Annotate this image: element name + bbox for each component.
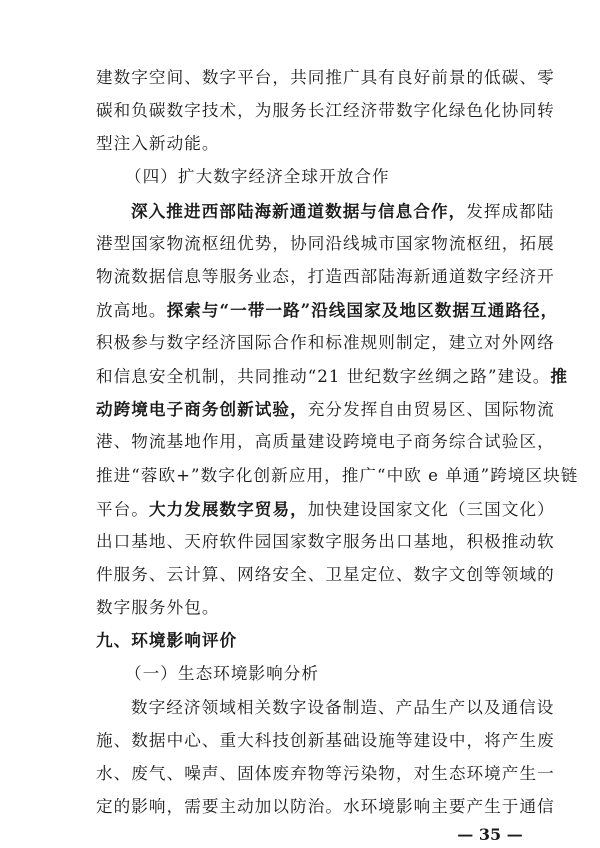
text-run: （一）生态环境影响分析: [125, 664, 320, 683]
text-run: 水、废气、噪声、固体废弃物等污染物，对生态环境产生一: [96, 764, 555, 783]
subsection-heading: [125, 664, 545, 684]
text-line: [96, 432, 555, 452]
section-heading: [96, 631, 516, 651]
subsection-heading: [125, 167, 545, 187]
text-run: 数字经济领域相关数字设备制造、产品生产以及通信设: [131, 698, 555, 717]
text-run: 充分发挥自由贸易区、国际物流: [307, 400, 555, 419]
bold-phrase: 探索与“一带一路”沿线国家及地区数据互通路径，: [166, 300, 559, 320]
text-line: [96, 532, 555, 552]
text-line: [96, 234, 555, 254]
text-line: [96, 598, 516, 618]
text-run: 数字服务外包。: [96, 598, 220, 617]
bold-phrase: 深入推进西部陆海新通道数据与信息合作，: [131, 201, 467, 221]
text-run: 加快建设国家文化（三国文化）: [307, 500, 555, 519]
text-line: [96, 300, 559, 321]
text-line: [96, 797, 555, 817]
text-run: 发挥成都陆: [466, 202, 555, 221]
text-line: [96, 134, 516, 154]
text-run: 碳和负碳数字技术，为服务长江经济带数字化绿色化协同转: [96, 101, 555, 120]
text-line: [96, 466, 579, 486]
text-run: 九、环境影响评价: [96, 631, 238, 650]
text-run: 港型国家物流枢纽优势，协同沿线城市国家物流枢纽，拓展: [96, 234, 555, 253]
text-line: [96, 101, 555, 121]
text-line: [96, 731, 555, 751]
text-line: [96, 499, 555, 520]
bold-phrase: 大力发展数字贸易，: [148, 499, 308, 519]
text-line: [96, 764, 555, 784]
text-line: [96, 68, 555, 88]
text-run: 施、数据中心、重大科技创新基础设施等建设中，将产生废: [96, 731, 555, 750]
text-run: 放高地。: [96, 301, 167, 320]
text-line: [131, 698, 555, 718]
text-run: （四）扩大数字经济全球开放合作: [125, 167, 390, 186]
text-line: [96, 399, 555, 420]
text-run: 积极参与数字经济国际合作和标准规则制定，建立对外网络: [96, 333, 555, 352]
text-run: 物流数据信息等服务业态，打造西部陆海新通道数字经济开: [96, 267, 555, 286]
text-run: 定的影响，需要主动加以防治。水环境影响主要产生于通信: [96, 797, 555, 816]
text-run: 和信息安全机制，共同推动“21 世纪数字丝绸之路”建设。: [96, 367, 551, 386]
text-line: [96, 267, 555, 287]
text-line: [96, 366, 569, 387]
page-number: — 35 —: [457, 825, 523, 844]
text-run: 型注入新动能。: [96, 134, 220, 153]
text-run: 港、物流基地作用，高质量建设跨境电子商务综合试验区，: [96, 432, 555, 451]
text-line: [131, 201, 555, 222]
bold-phrase: 动跨境电子商务创新试验，: [96, 399, 308, 419]
bold-phrase: 推: [550, 366, 569, 386]
text-run: 推进“蓉欧+”数字化创新应用，推广“中欧 e 单通”跨境区块链: [96, 466, 579, 485]
text-run: 建数字空间、数字平台，共同推广具有良好前景的低碳、零: [96, 68, 555, 87]
text-line: [96, 565, 555, 585]
text-line: [96, 333, 555, 353]
text-run: 件服务、云计算、网络安全、卫星定位、数字文创等领域的: [96, 565, 555, 584]
text-run: 出口基地、天府软件园国家数字服务出口基地，积极推动软: [96, 532, 555, 551]
text-run: 平台。: [96, 500, 149, 519]
